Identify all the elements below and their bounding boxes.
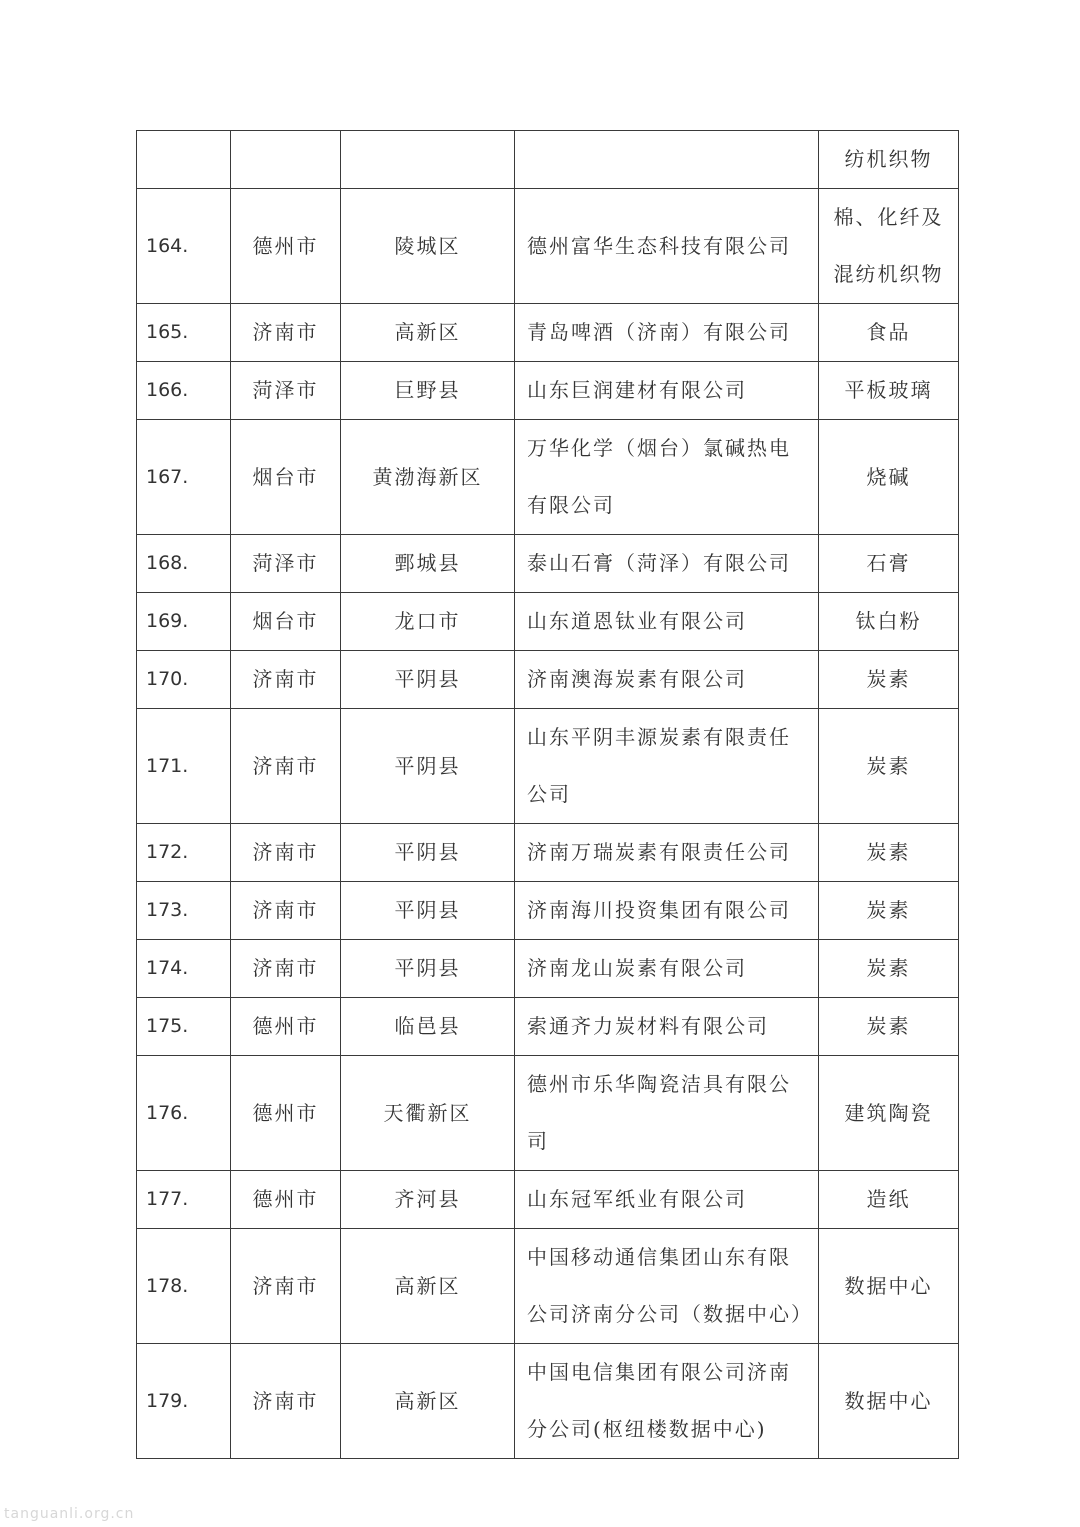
- city-cell: 德州市: [231, 1171, 341, 1229]
- table-row: [137, 362, 959, 420]
- industry-cell: 建筑陶瓷: [819, 1056, 959, 1171]
- district-cell: 高新区: [341, 1344, 515, 1459]
- row-number: 171.: [137, 709, 231, 824]
- industry-cell: 炭素: [819, 824, 959, 882]
- company-cell: 山东巨润建材有限公司: [515, 362, 819, 420]
- row-number: 167.: [137, 420, 231, 535]
- city-cell: 德州市: [231, 1056, 341, 1171]
- row-number: 168.: [137, 535, 231, 593]
- district-cell: 巨野县: [341, 362, 515, 420]
- city-cell: 烟台市: [231, 420, 341, 535]
- table-row: [137, 1344, 959, 1459]
- table-row: [137, 940, 959, 998]
- table-body: [137, 131, 959, 1459]
- company-cell: 济南龙山炭素有限公司: [515, 940, 819, 998]
- row-number: 175.: [137, 998, 231, 1056]
- district-cell: 黄渤海新区: [341, 420, 515, 535]
- industry-cell: 数据中心: [819, 1229, 959, 1344]
- row-number: 179.: [137, 1344, 231, 1459]
- table-row: [137, 709, 959, 824]
- industry-cell: 纺机织物: [819, 131, 959, 189]
- site-watermark: tanguanli.org.cn: [4, 1506, 135, 1522]
- district-cell: 龙口市: [341, 593, 515, 651]
- row-number: 174.: [137, 940, 231, 998]
- industry-cell: 炭素: [819, 998, 959, 1056]
- district-cell: 鄄城县: [341, 535, 515, 593]
- row-number: 178.: [137, 1229, 231, 1344]
- company-cell: 济南海川投资集团有限公司: [515, 882, 819, 940]
- table-row: [137, 1056, 959, 1171]
- industry-cell: 炭素: [819, 940, 959, 998]
- city-cell: 济南市: [231, 940, 341, 998]
- row-number: 176.: [137, 1056, 231, 1171]
- industry-cell: 炭素: [819, 709, 959, 824]
- district-cell: 陵城区: [341, 189, 515, 304]
- row-number: 169.: [137, 593, 231, 651]
- row-number: 173.: [137, 882, 231, 940]
- district-cell: 天衢新区: [341, 1056, 515, 1171]
- district-cell: 平阴县: [341, 882, 515, 940]
- district-cell: 高新区: [341, 304, 515, 362]
- district-cell: 平阴县: [341, 940, 515, 998]
- table-row: [137, 535, 959, 593]
- row-number: 172.: [137, 824, 231, 882]
- company-cell: [515, 131, 819, 189]
- district-cell: 平阴县: [341, 824, 515, 882]
- company-cell: 中国移动通信集团山东有限公司济南分公司（数据中心）: [515, 1229, 819, 1344]
- city-cell: 济南市: [231, 304, 341, 362]
- company-cell: 万华化学（烟台）氯碱热电有限公司: [515, 420, 819, 535]
- industry-cell: 炭素: [819, 882, 959, 940]
- company-cell: 德州富华生态科技有限公司: [515, 189, 819, 304]
- district-cell: 齐河县: [341, 1171, 515, 1229]
- district-cell: 平阴县: [341, 709, 515, 824]
- city-cell: 菏泽市: [231, 362, 341, 420]
- district-cell: 高新区: [341, 1229, 515, 1344]
- industry-cell: 数据中心: [819, 1344, 959, 1459]
- industry-cell: 烧碱: [819, 420, 959, 535]
- company-cell: 济南澳海炭素有限公司: [515, 651, 819, 709]
- table-row: [137, 824, 959, 882]
- row-number: 166.: [137, 362, 231, 420]
- table-row: [137, 1229, 959, 1344]
- district-cell: 平阴县: [341, 651, 515, 709]
- city-cell: 济南市: [231, 882, 341, 940]
- row-number: 177.: [137, 1171, 231, 1229]
- company-cell: 中国电信集团有限公司济南分公司(枢纽楼数据中心): [515, 1344, 819, 1459]
- table-row: [137, 189, 959, 304]
- city-cell: 济南市: [231, 709, 341, 824]
- company-cell: 德州市乐华陶瓷洁具有限公司: [515, 1056, 819, 1171]
- city-cell: 济南市: [231, 1344, 341, 1459]
- company-cell: 山东道恩钛业有限公司: [515, 593, 819, 651]
- company-cell: 青岛啤酒（济南）有限公司: [515, 304, 819, 362]
- table-row: [137, 420, 959, 535]
- city-cell: 德州市: [231, 998, 341, 1056]
- table-row: [137, 593, 959, 651]
- city-cell: 菏泽市: [231, 535, 341, 593]
- industry-cell: 炭素: [819, 651, 959, 709]
- company-cell: 泰山石膏（菏泽）有限公司: [515, 535, 819, 593]
- company-cell: 索通齐力炭材料有限公司: [515, 998, 819, 1056]
- district-cell: [341, 131, 515, 189]
- industry-cell: 食品: [819, 304, 959, 362]
- city-cell: 济南市: [231, 824, 341, 882]
- row-number: 165.: [137, 304, 231, 362]
- city-cell: 济南市: [231, 651, 341, 709]
- company-cell: 济南万瑞炭素有限责任公司: [515, 824, 819, 882]
- enterprise-list-table: [136, 130, 959, 1459]
- industry-cell: 钛白粉: [819, 593, 959, 651]
- row-number: [137, 131, 231, 189]
- table-row: [137, 998, 959, 1056]
- industry-cell: 造纸: [819, 1171, 959, 1229]
- table-row: [137, 131, 959, 189]
- table-row: [137, 882, 959, 940]
- city-cell: [231, 131, 341, 189]
- industry-cell: 棉、化纤及混纺机织物: [819, 189, 959, 304]
- table-row: [137, 651, 959, 709]
- industry-cell: 石膏: [819, 535, 959, 593]
- company-cell: 山东平阴丰源炭素有限责任公司: [515, 709, 819, 824]
- city-cell: 烟台市: [231, 593, 341, 651]
- city-cell: 济南市: [231, 1229, 341, 1344]
- industry-cell: 平板玻璃: [819, 362, 959, 420]
- company-cell: 山东冠军纸业有限公司: [515, 1171, 819, 1229]
- row-number: 164.: [137, 189, 231, 304]
- table-row: [137, 1171, 959, 1229]
- row-number: 170.: [137, 651, 231, 709]
- city-cell: 德州市: [231, 189, 341, 304]
- district-cell: 临邑县: [341, 998, 515, 1056]
- table-row: [137, 304, 959, 362]
